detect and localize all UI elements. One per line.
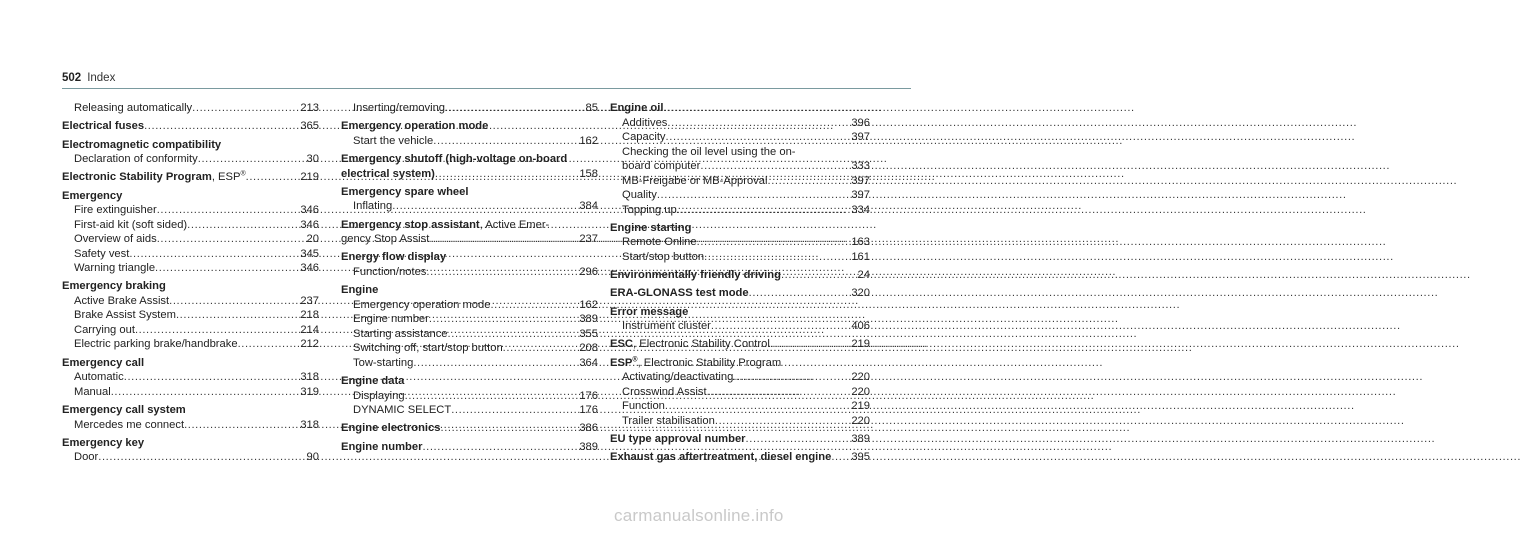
- index-subentry: Instrument cluster ..... 406: [610, 319, 870, 334]
- index-entry: [62, 189, 319, 276]
- index-heading: Electromagnetic compatibility: [62, 138, 222, 151]
- index-subentry: Quality ..... 397: [610, 188, 870, 203]
- index-subentry: Fire extinguisher ..... 346: [62, 203, 319, 218]
- index-subentry: Remote Online ..... 163: [610, 235, 870, 250]
- page-number: 502: [62, 72, 82, 84]
- index-heading: ESC, Electronic Stability Control ..... 219: [610, 337, 870, 352]
- index-heading: Environmentally friendly driving ..... 24: [610, 268, 870, 283]
- index-column-3: [610, 101, 870, 469]
- index-subentry: Function/notes ..... 296: [341, 265, 598, 280]
- index-entry: [62, 403, 319, 432]
- index-entry: [341, 185, 598, 214]
- index-heading: EU type approval number ..... 389: [610, 432, 870, 447]
- index-heading: Exhaust gas aftertreatment, diesel engine ..... 395: [610, 450, 870, 465]
- index-subentry: Capacity ..... 397: [610, 130, 870, 145]
- page-header: [62, 72, 115, 84]
- index-entry: [62, 170, 319, 185]
- index-subentry: Active Brake Assist ..... 237: [62, 294, 319, 309]
- index-subentry: Safety vest ..... 345: [62, 247, 319, 262]
- index-column-2: [341, 101, 598, 458]
- index-subentry: Door ..... 90: [62, 450, 319, 465]
- index-heading: Emergency spare wheel: [341, 185, 469, 198]
- index-subentry: Inflating ..... 384: [341, 199, 598, 214]
- index-subentry: Emergency operation mode ..... 162: [341, 298, 598, 313]
- index-entry: [341, 152, 598, 181]
- index-heading: Emergency shutoff (high-voltage on-board: [341, 153, 568, 166]
- index-entry: [341, 374, 598, 418]
- index-subentry: First-aid kit (soft sided) ..... 346: [62, 218, 319, 233]
- index-heading: Engine electronics ..... 386: [341, 421, 598, 436]
- index-subentry: Brake Assist System ..... 218: [62, 308, 319, 323]
- index-entry: [341, 440, 598, 455]
- index-heading-continued: electrical system) ..... 158: [341, 167, 598, 182]
- index-subentry: Checking the oil level using the on-: [622, 145, 796, 158]
- index-subentry: DYNAMIC SELECT ..... 176: [341, 403, 598, 418]
- index-entry: [610, 268, 870, 283]
- index-entry: [610, 450, 870, 465]
- index-entry: [62, 356, 319, 400]
- index-heading: Error message: [610, 305, 689, 318]
- index-entry: [62, 101, 319, 116]
- index-subentry: Overview of aids ..... 20: [62, 232, 319, 247]
- index-heading: Emergency call system: [62, 404, 186, 417]
- index-entry: [341, 421, 598, 436]
- watermark: carmanualsonline.info: [614, 506, 784, 525]
- index-heading: Emergency operation mode: [341, 120, 489, 133]
- index-subentry: Inserting/removing ..... 85: [341, 101, 598, 116]
- index-entry: [62, 279, 319, 352]
- index-column-1: [62, 101, 319, 469]
- index-entry: [610, 221, 870, 265]
- index-heading: Emergency key: [62, 436, 145, 449]
- index-subentry: Trailer stabilisation ..... 220: [610, 414, 870, 429]
- index-heading: Emergency call: [62, 356, 145, 369]
- index-subentry: Engine number ..... 389: [341, 312, 598, 327]
- index-subentry: Automatic ..... 318: [62, 370, 319, 385]
- index-subentry: MB-Freigabe or MB-Approval ..... 397: [610, 174, 870, 189]
- index-subentry: Carrying out ..... 214: [62, 323, 319, 338]
- index-subentry: Additives ..... 396: [610, 116, 870, 131]
- index-heading: Electronic Stability Program, ESP® ..... 219: [62, 170, 319, 185]
- index-subentry: Releasing automatically ..... 213: [62, 101, 319, 116]
- index-heading: ERA-GLONASS test mode ..... 320: [610, 286, 870, 301]
- index-entry: [341, 250, 598, 279]
- index-entry: [610, 337, 870, 352]
- index-heading: Engine number ..... 389: [341, 440, 598, 455]
- index-heading: Emergency braking: [62, 280, 166, 293]
- index-heading: Engine oil: [610, 102, 664, 114]
- index-subentry: Activating/deactivating ..... 220: [610, 370, 870, 385]
- header-rule: [62, 88, 911, 89]
- index-subentry: Warning triangle ..... 346: [62, 261, 319, 276]
- index-heading: Emergency stop assistant, Active Emer-: [341, 218, 550, 231]
- index-subentry: Manual ..... 319: [62, 385, 319, 400]
- index-entry: [341, 101, 598, 116]
- index-subentry: Displaying ..... 176: [341, 389, 598, 404]
- index-subentry-continued: board computer ..... 333: [610, 159, 870, 174]
- index-subentry: Declaration of conformity ..... 30: [62, 152, 319, 167]
- index-subentry: Function ..... 219: [610, 399, 870, 414]
- index-entry: [62, 119, 319, 134]
- index-entry: [62, 138, 319, 167]
- index-subentry: Electric parking brake/handbrake ..... 212: [62, 337, 319, 352]
- index-heading: ESP®, Electronic Stability Program: [610, 356, 782, 369]
- page-title: Index: [87, 72, 116, 84]
- index-heading: Engine data: [341, 375, 405, 388]
- index-entry: [341, 283, 598, 370]
- index-heading: Energy flow display: [341, 251, 447, 264]
- index-subentry: Mercedes me connect ..... 318: [62, 418, 319, 433]
- index-heading: Electrical fuses ..... 365: [62, 119, 319, 134]
- index-entry: [610, 305, 870, 334]
- index-subentry: Tow-starting ..... 364: [341, 356, 598, 371]
- index-subentry: Start the vehicle ..... 162: [341, 134, 598, 149]
- index-entry: [610, 286, 870, 301]
- index-entry: [341, 119, 598, 148]
- index-entry: [610, 101, 870, 217]
- index-heading: Engine: [341, 284, 379, 297]
- index-subentry: Crosswind Assist ..... 220: [610, 385, 870, 400]
- index-subentry: Starting assistance ..... 355: [341, 327, 598, 342]
- index-entry: [341, 218, 598, 247]
- index-entry: [62, 436, 319, 465]
- index-entry: [610, 356, 870, 429]
- index-heading: Emergency: [62, 189, 123, 202]
- index-subentry: Topping up ..... 334: [610, 203, 870, 218]
- index-subentry: Switching off, start/stop button ..... 208: [341, 341, 598, 356]
- index-entry: [610, 432, 870, 447]
- index-heading: Engine starting: [610, 221, 692, 234]
- index-subentry: Start/stop button ..... 161: [610, 250, 870, 265]
- index-heading-continued: gency Stop Assist ..... 237: [341, 232, 598, 247]
